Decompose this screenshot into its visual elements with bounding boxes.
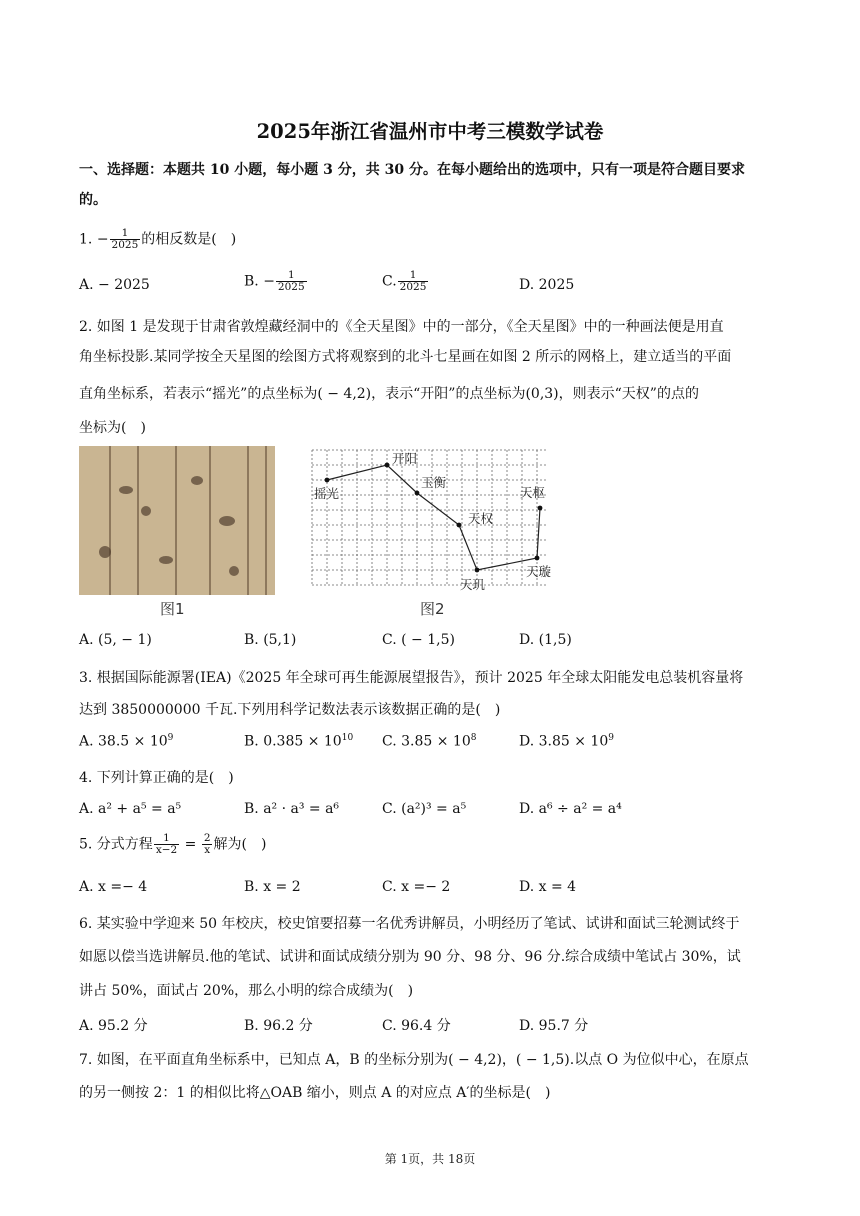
q6-option-b[interactable]: B. 96.2 分: [244, 1018, 313, 1034]
q4-option-a[interactable]: A. a² + a⁵ = a⁵: [79, 801, 182, 817]
question-2-stem-3: 直角坐标系，若表示“摇光”的点坐标为( − 4,2)，表示“开阳”的点坐标为(0,3)，则表示“天权”的点的: [79, 386, 699, 402]
figure-2-grid: [308, 446, 552, 592]
question-3-stem-1: 3. 根据国际能源署(IEA)《2025 年全球可再生能源展望报告》，预计 2025 年全球太阳能发电总装机容量将: [79, 670, 744, 686]
question-6-stem-1: 6. 某实验中学迎来 50 年校庆，校史馆要招募一名优秀讲解员，小明经历了笔试、试讲和面试三轮测试终于: [79, 916, 740, 932]
q6-option-a[interactable]: A. 95.2 分: [79, 1018, 148, 1034]
page-footer: 第 1页，共 18页: [384, 1152, 476, 1166]
q1-option-b[interactable]: B. − $\frac{1}{2025}$: [244, 269, 305, 294]
q5-option-d[interactable]: D. x = 4: [519, 879, 577, 895]
label-tianquan: 天权: [468, 511, 494, 526]
q2-option-b[interactable]: B. (5,1): [244, 632, 297, 648]
section-instructions: 一、选择题：本题共 10 小题，每小题 3 分，共 30 分。在每小题给出的选项中，只有一项是符合题目要求: [79, 162, 745, 178]
q3-option-a[interactable]: A. $38.5 \times 10^9$: [79, 733, 174, 750]
q2-option-d[interactable]: D. (1,5): [519, 632, 572, 648]
star-tianji: [475, 568, 480, 573]
label-tianshu: 天枢: [520, 485, 546, 500]
star-tianshu: [538, 506, 543, 511]
question-1-stem: 1. − $\frac{1}{2025}$ 的相反数是( ): [79, 227, 237, 252]
q6-option-c[interactable]: C. 96.4 分: [382, 1018, 451, 1034]
star-tianxuan: [535, 556, 540, 561]
label-kaiyang: 开阳: [392, 451, 418, 466]
star-tianquan: [457, 523, 462, 528]
question-6-stem-2: 如愿以偿当选讲解员.他的笔试、试讲和面试成绩分别为 90 分、98 分、96 分.综合成绩中笔试占 30%，试: [79, 949, 741, 965]
q5-option-b[interactable]: B. x = 2: [244, 879, 301, 895]
figure-2-caption: 图2: [420, 600, 445, 618]
q2-option-a[interactable]: A. (5, − 1): [79, 632, 152, 648]
page-title: 2025年浙江省温州市中考三模数学试卷: [256, 120, 604, 143]
question-2-stem-1: 2. 如图 1 是发现于甘肃省敦煌藏经洞中的《全天星图》中的一部分，《全天星图》中的一种画法便是用直: [79, 319, 724, 335]
q4-option-b[interactable]: B. a² · a³ = a⁶: [244, 801, 340, 817]
section-instructions-cont: 的。: [79, 192, 107, 208]
figure-1-caption: 图1: [160, 600, 185, 618]
q4-option-d[interactable]: D. a⁶ ÷ a² = a⁴: [519, 801, 622, 817]
star-yuheng: [415, 491, 420, 496]
q3-option-d[interactable]: D. $3.85 \times 10^9$: [519, 733, 614, 750]
q1-option-d[interactable]: D. 2025: [519, 277, 575, 293]
label-tianji: 天玑: [460, 577, 486, 592]
label-yuheng: 玉衡: [421, 475, 447, 490]
q3-option-c[interactable]: C. $3.85 \times 10^8$: [382, 733, 477, 750]
q1-option-a[interactable]: A. − 2025: [79, 277, 150, 293]
question-4-stem: 4. 下列计算正确的是( ): [79, 770, 234, 786]
figure-1-star-map-photo: [79, 446, 275, 595]
q5-option-a[interactable]: A. x =− 4: [79, 879, 148, 895]
q1-option-c[interactable]: C. $\frac{1}{2025}$: [382, 269, 427, 294]
star-yaoguang: [325, 478, 330, 483]
q3-option-b[interactable]: B. $0.385 \times 10^{10}$: [244, 733, 354, 750]
label-tianxuan: 天璇: [526, 564, 552, 579]
question-3-stem-2: 达到 3850000000 千瓦.下列用科学记数法表示该数据正确的是( ): [79, 702, 501, 718]
q4-option-c[interactable]: C. (a²)³ = a⁵: [382, 801, 467, 817]
question-7-stem-1: 7. 如图，在平面直角坐标系中，已知点 A，B 的坐标分别为( − 4,2)，( − 1,5).以点 O 为位似中心，在原点: [79, 1052, 749, 1068]
q5-option-c[interactable]: C. x =− 2: [382, 879, 451, 895]
question-2-stem-4: 坐标为( ): [79, 420, 146, 436]
question-6-stem-3: 讲占 50%，面试占 20%，那么小明的综合成绩为( ): [79, 983, 414, 999]
question-2-stem-2: 角坐标投影.某同学按全天星图的绘图方式将观察到的北斗七星画在如图 2 所示的网格上，建立适当的平面: [79, 349, 732, 365]
star-kaiyang: [385, 463, 390, 468]
question-7-stem-2: 的另一侧按 2：1 的相似比将△OAB 缩小，则点 A 的对应点 A′的坐标是( ): [79, 1085, 551, 1101]
q6-option-d[interactable]: D. 95.7 分: [519, 1018, 589, 1034]
label-yaoguang: 摇光: [314, 486, 340, 501]
q2-option-c[interactable]: C. ( − 1,5): [382, 632, 455, 648]
question-5-stem: 5. 分式方程 $\frac{1}{x-2}$ = $\frac{2}{x}$ 解为( ): [79, 832, 267, 857]
